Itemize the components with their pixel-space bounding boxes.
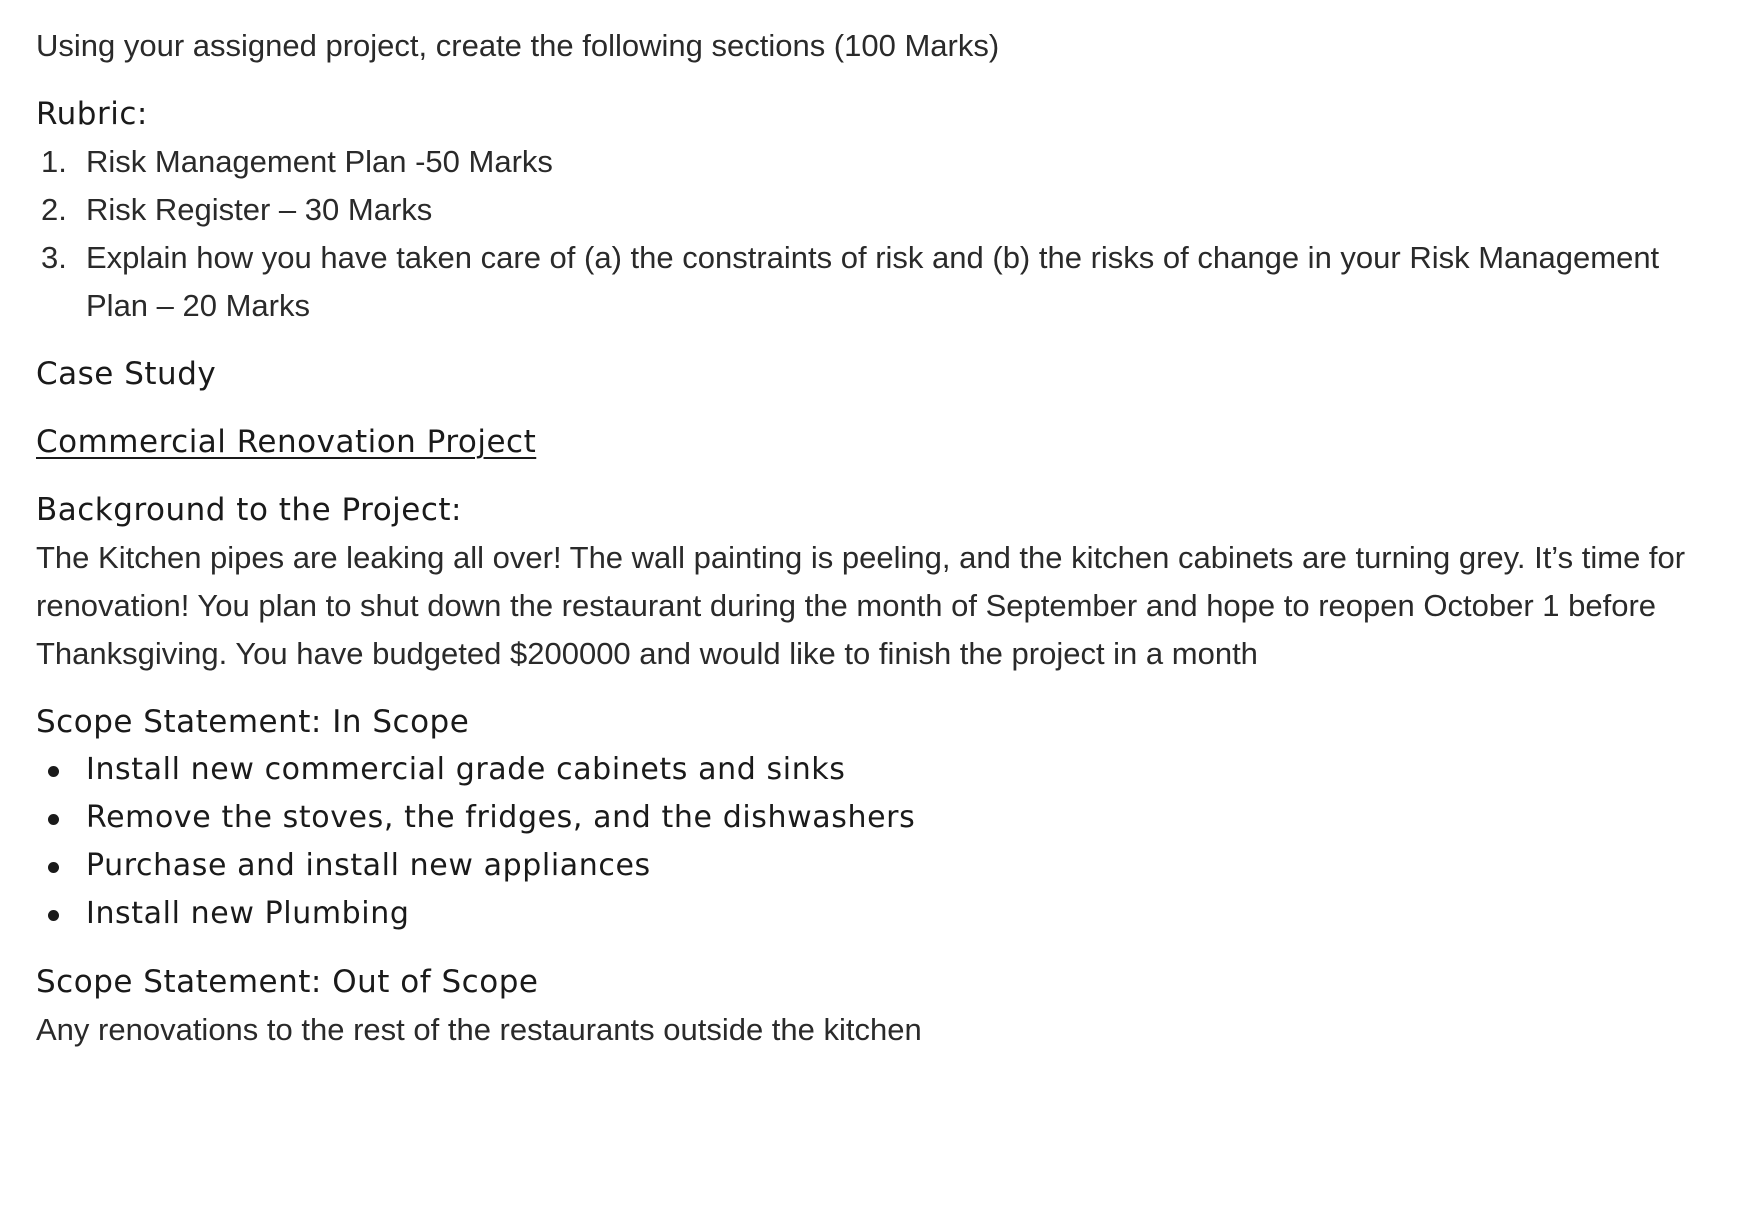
rubric-item-text: Risk Management Plan -50 Marks bbox=[86, 144, 553, 179]
rubric-item-text: Risk Register – 30 Marks bbox=[86, 192, 433, 227]
rubric-item-number: 1. bbox=[41, 144, 67, 179]
rubric-item bbox=[36, 234, 1724, 330]
rubric-heading: Rubric: bbox=[36, 96, 148, 132]
intro-text: Using your assigned project, create the following sections (100 Marks) bbox=[36, 28, 1000, 63]
bullet-icon bbox=[48, 910, 59, 921]
scope-item bbox=[36, 746, 1724, 794]
rubric-item bbox=[36, 138, 1724, 186]
in-scope-list bbox=[36, 746, 1724, 938]
scope-item-text: Purchase and install new appliances bbox=[86, 848, 651, 883]
rubric-list bbox=[36, 138, 1724, 330]
scope-item-text: Install new Plumbing bbox=[86, 896, 410, 931]
scope-item bbox=[36, 794, 1724, 842]
rubric-item-text: Explain how you have taken care of (a) the constraints of risk and (b) the risks of change in your Risk Management Plan – 20 Marks bbox=[86, 240, 1660, 323]
rubric-item-number: 3. bbox=[41, 240, 67, 275]
background-heading: Background to the Project: bbox=[36, 492, 463, 528]
in-scope-heading: Scope Statement: In Scope bbox=[36, 704, 470, 740]
out-scope-heading: Scope Statement: Out of Scope bbox=[36, 964, 539, 1000]
scope-item bbox=[36, 842, 1724, 890]
bullet-icon bbox=[48, 766, 59, 777]
scope-item-text: Remove the stoves, the fridges, and the dishwashers bbox=[86, 800, 916, 835]
project-title: Commercial Renovation Project bbox=[36, 424, 537, 460]
bullet-icon bbox=[48, 814, 59, 825]
background-paragraph: The Kitchen pipes are leaking all over! The wall painting is peeling, and the kitchen cabinets are turning grey. It’s time for renovation! You plan to shut down the restaurant during the month of September and hope to reopen October 1 before Thanksgiving. You have budgeted $200000 and would like to finish the project in a month bbox=[36, 540, 1686, 671]
rubric-item bbox=[36, 186, 1724, 234]
scope-item bbox=[36, 890, 1724, 938]
bullet-icon bbox=[48, 862, 59, 873]
rubric-item-number: 2. bbox=[41, 192, 67, 227]
case-study-heading: Case Study bbox=[36, 356, 217, 392]
scope-item-text: Install new commercial grade cabinets and sinks bbox=[86, 752, 846, 787]
out-scope-text: Any renovations to the rest of the restaurants outside the kitchen bbox=[36, 1012, 922, 1047]
